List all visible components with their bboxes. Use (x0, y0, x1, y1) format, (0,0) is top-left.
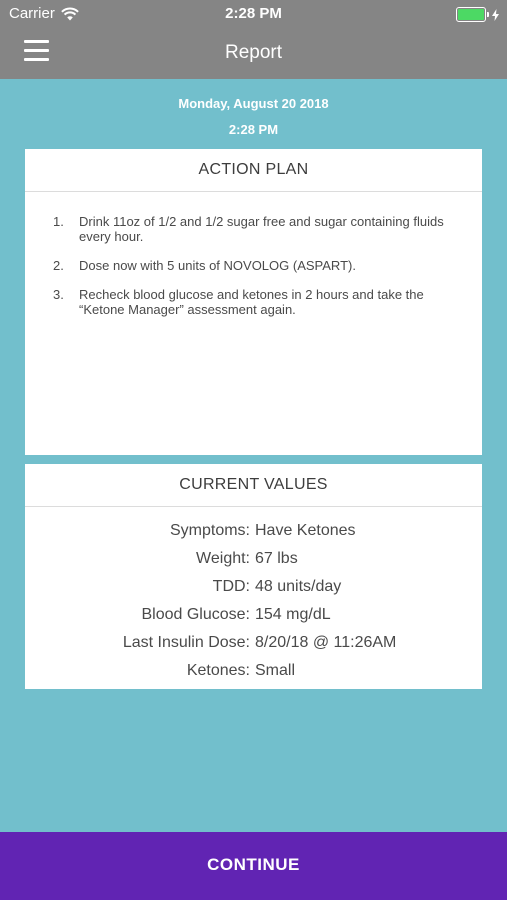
current-values-card (25, 464, 482, 689)
action-plan-text: Recheck blood glucose and ketones in 2 hours and take the “Ketone Manager” assessment again. (79, 287, 424, 317)
charging-bolt-icon (492, 9, 499, 21)
value-label: Blood Glucose: (141, 606, 250, 623)
value-text: 67 lbs (255, 550, 298, 567)
action-plan-list (25, 192, 482, 317)
value-label: Last Insulin Dose: (122, 634, 250, 651)
value-text: 154 mg/dL (255, 606, 331, 623)
value-text: Have Ketones (255, 522, 356, 539)
value-label: Weight: (196, 550, 250, 567)
battery-level (458, 9, 484, 20)
page-title: Report (224, 42, 283, 63)
status-time: 2:28 PM (225, 5, 282, 22)
carrier-label: Carrier (9, 5, 55, 22)
action-plan-text: Drink 11oz of 1/2 and 1/2 sugar free and sugar containing fluids every hour. (79, 214, 444, 244)
action-plan-title: ACTION PLAN (25, 149, 482, 192)
value-row-symptoms (25, 517, 482, 545)
report-date: Monday, August 20 2018 (178, 96, 329, 111)
status-bar (0, 0, 507, 28)
value-row-tdd (25, 573, 482, 601)
report-time: 2:28 PM (228, 122, 279, 137)
action-plan-card (25, 149, 482, 455)
value-row-ketones (25, 657, 482, 685)
action-plan-number: 1. (53, 214, 64, 229)
action-plan-item (53, 214, 460, 244)
nav-bar (0, 28, 507, 79)
value-row-blood-glucose (25, 601, 482, 629)
value-text: 8/20/18 @ 11:26AM (255, 634, 397, 651)
value-text: 48 units/day (255, 578, 342, 595)
value-label: Symptoms: (169, 522, 250, 539)
action-plan-number: 3. (53, 287, 64, 302)
value-row-last-insulin-dose (25, 629, 482, 657)
value-row-weight (25, 545, 482, 573)
action-plan-number: 2. (53, 258, 64, 273)
action-plan-text: Dose now with 5 units of NOVOLOG (ASPART). (79, 258, 356, 273)
continue-button[interactable]: CONTINUE (0, 832, 507, 900)
current-values-title: CURRENT VALUES (25, 464, 482, 507)
battery-nub (487, 12, 489, 17)
value-text: Small (255, 662, 296, 679)
current-values-list (25, 507, 482, 685)
action-plan-item (53, 258, 460, 273)
value-label: TDD: (212, 578, 250, 595)
action-plan-item (53, 287, 460, 317)
value-label: Ketones: (186, 662, 250, 679)
battery-indicator (456, 7, 499, 22)
battery-icon (456, 7, 486, 22)
